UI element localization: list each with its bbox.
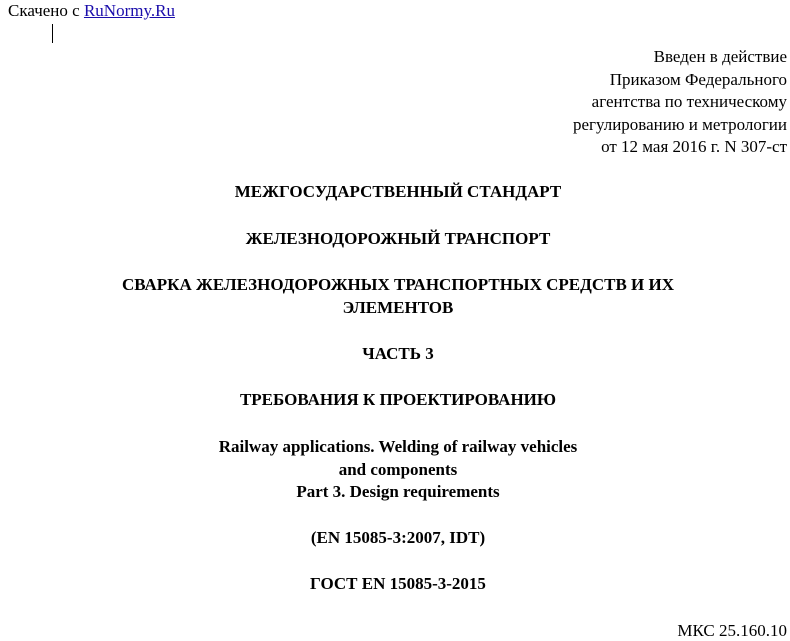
subtitle-text: ТРЕБОВАНИЯ К ПРОЕКТИРОВАНИЮ (239, 390, 557, 409)
english-title-line: Part 3. Design requirements (296, 482, 500, 501)
subtitle-heading (0, 389, 790, 412)
enactment-line: Введен в действие (653, 47, 787, 66)
enactment-block (573, 46, 787, 159)
english-title (0, 436, 790, 504)
part-text: ЧАСТЬ 3 (362, 344, 434, 363)
mks-code: МКС 25.160.10 (677, 621, 787, 640)
document-title (0, 274, 790, 319)
standard-type-heading (0, 181, 790, 204)
enactment-line: регулированию и метрологии (572, 114, 787, 134)
text-cursor (52, 24, 53, 43)
designation-text: ГОСТ EN 15085-3-2015 (310, 574, 486, 593)
source-link[interactable]: RuNormy.Ru (83, 1, 175, 20)
designation-heading (0, 573, 790, 596)
enactment-line: агентства по техническому (591, 92, 787, 111)
document-title-line: ЭЛЕМЕНТОВ (342, 297, 454, 317)
equivalence-heading (0, 527, 790, 550)
part-heading (0, 343, 790, 366)
field-heading (0, 228, 790, 251)
standard-type-text: МЕЖГОСУДАРСТВЕННЫЙ СТАНДАРТ (234, 182, 562, 201)
source-prefix: Скачено с (8, 1, 84, 20)
field-text: ЖЕЛЕЗНОДОРОЖНЫЙ ТРАНСПОРТ (245, 229, 551, 248)
english-title-line: Railway applications. Welding of railway vehicles (218, 437, 578, 456)
english-title-line: and components (338, 459, 458, 479)
document-title-line: СВАРКА ЖЕЛЕЗНОДОРОЖНЫХ ТРАНСПОРТНЫХ СРЕДСТВ И ИХ (121, 275, 675, 294)
enactment-line: Приказом Федерального (609, 69, 787, 89)
enactment-line: от 12 мая 2016 г. N 307-ст (601, 137, 787, 156)
source-line (8, 1, 175, 21)
equivalence-text: (EN 15085-3:2007, IDT) (310, 528, 486, 547)
